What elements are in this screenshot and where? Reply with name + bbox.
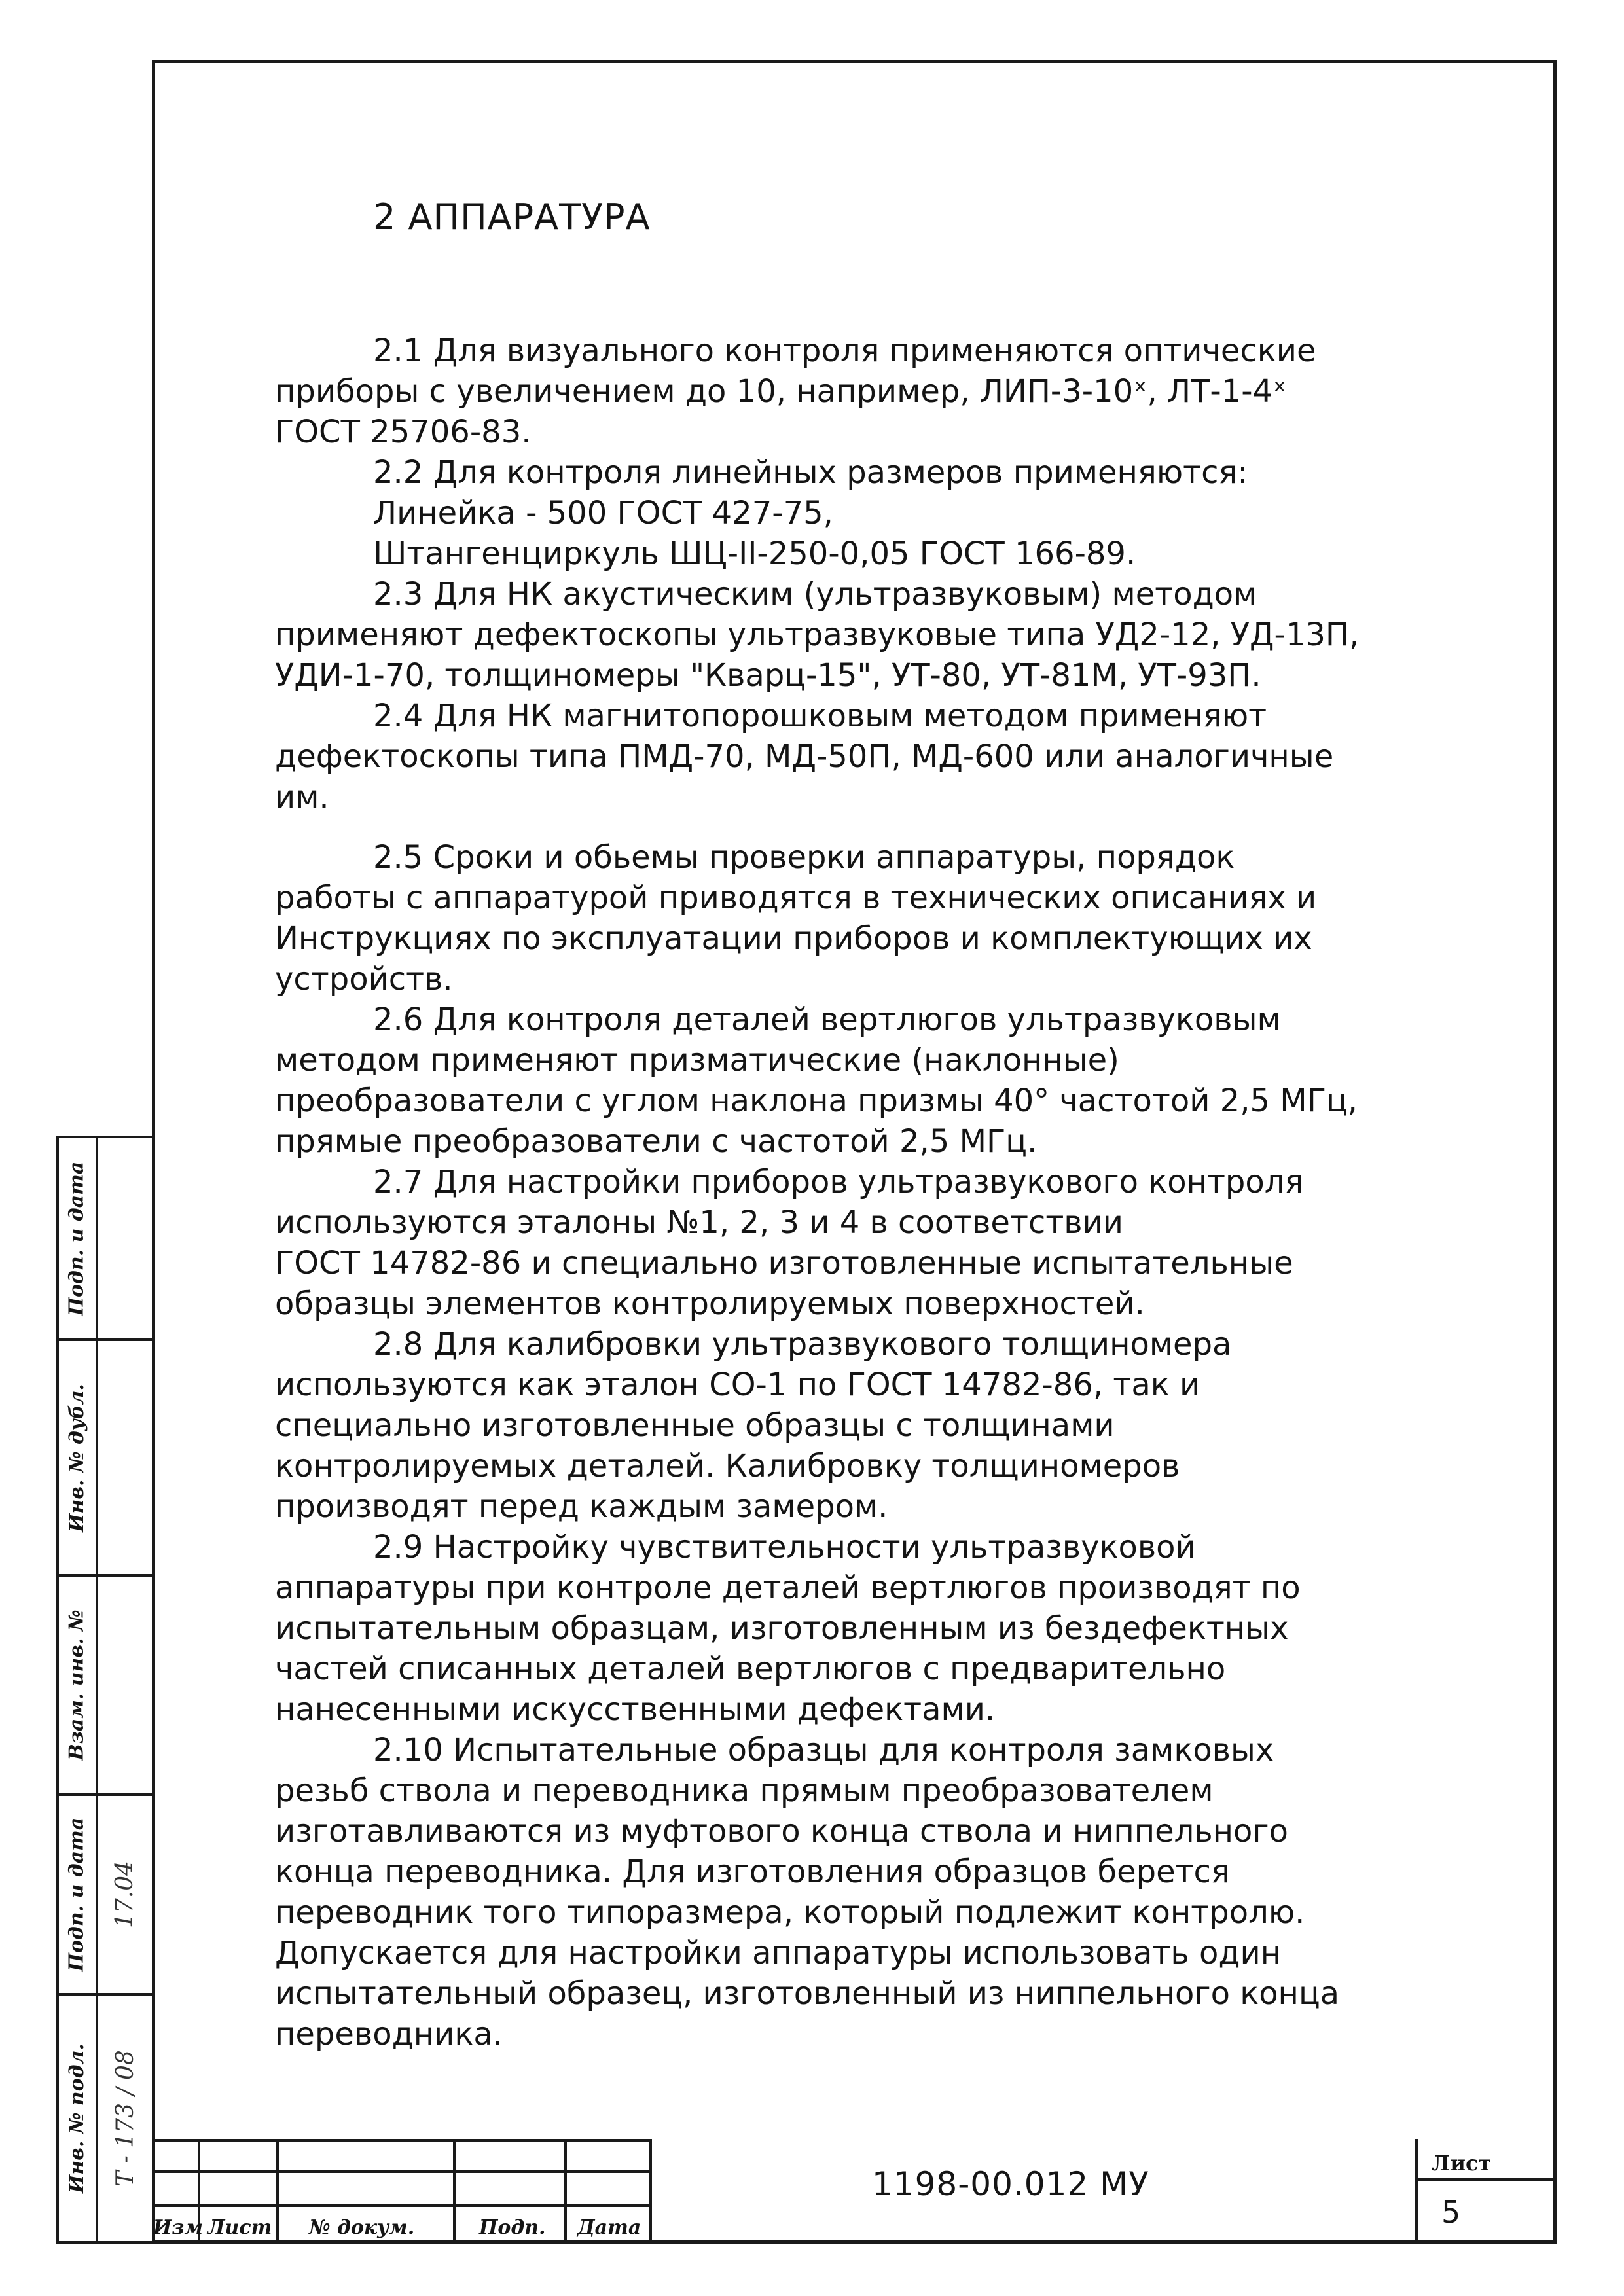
text-line: Линейка - 500 ГОСТ 427-75, (373, 495, 833, 531)
text-line: ГОСТ 14782-86 и специально изготовленные испытательные (275, 1245, 1293, 1282)
tb-line (152, 2204, 649, 2207)
text-line: испытательным образцам, изготовленным из бездефектных (275, 1610, 1289, 1647)
paragraph-2-3 (275, 574, 1414, 696)
text-line: используются эталоны №1, 2, 3 и 4 в соответствии (275, 1204, 1123, 1241)
text-line: переводника. (275, 2016, 503, 2053)
text-line: частей списанных деталей вертлюгов с предварительно (275, 1651, 1226, 1687)
tb-line (649, 2139, 652, 2244)
body-text (275, 331, 1414, 2054)
text-line: 2.9 Настройку чувствительности ультразвуковой (373, 1529, 1196, 1566)
paragraph-2-9 (275, 1527, 1414, 1730)
text-line: дефектоскопы типа ПМД-70, МД-50П, МД-600 или аналогичные (275, 738, 1334, 775)
text-line: методом применяют призматические (наклонные) (275, 1042, 1119, 1079)
text-line: конца переводника. Для изготовления образцов берется (275, 1854, 1230, 1890)
text-line: специально изготовленные образцы с толщинами (275, 1407, 1115, 1444)
text-line: 2.10 Испытательные образцы для контроля замковых (373, 1732, 1274, 1768)
sheet-number: 5 (1441, 2195, 1461, 2230)
side-strip (56, 1136, 152, 2244)
side-label-sign-date-2: Подп. и дата (65, 1817, 88, 1972)
tb-line (276, 2139, 279, 2244)
text-line: Инструкциях по эксплуатации приборов и комплектующих их (275, 920, 1312, 957)
tb-col-doc-number: № докум. (309, 2216, 415, 2239)
side-column-divider (96, 1136, 98, 2244)
text-line: им. (275, 779, 329, 816)
paragraph-2-8 (275, 1324, 1414, 1527)
tb-line (453, 2139, 456, 2244)
side-value-sign-date: 17.04 (111, 1860, 139, 1929)
text-line: работы с аппаратурой приводятся в технических описаниях и (275, 880, 1317, 916)
paragraph-2-1 (275, 331, 1414, 452)
side-label-dup-inv: Инв. № дубл. (65, 1383, 88, 1532)
text-line: испытательный образец, изготовленный из ниппельного конца (275, 1975, 1340, 2012)
text-line: резьб ствола и переводника прямым преобразователем (275, 1772, 1214, 1809)
section-title: 2 АППАРАТУРА (373, 196, 651, 238)
tb-col-change: Изм (153, 2216, 204, 2239)
tb-line (152, 2139, 649, 2142)
text-line: применяют дефектоскопы ультразвуковые типа УД2-12, УД-13П, (275, 617, 1360, 653)
text-line: 2.2 Для контроля линейных размеров применяются: (373, 454, 1248, 491)
text-line: аппаратуры при контроле деталей вертлюгов производят по (275, 1570, 1301, 1606)
text-line: преобразователи с углом наклона призмы 40° частотой 2,5 МГц, (275, 1083, 1358, 1119)
text-line: нанесенными искусственными дефектами. (275, 1691, 996, 1728)
tb-col-date: Дата (577, 2216, 641, 2239)
tb-col-sheet: Лист (208, 2216, 272, 2239)
side-value-original-inv: Т - 173 / 08 (111, 2050, 139, 2187)
text-line: изготавливаются из муфтового конца ствола и ниппельного (275, 1813, 1288, 1850)
text-line: переводник того типоразмера, который подлежит контролю. (275, 1894, 1305, 1931)
side-label-replace-inv: Взам. инв. № (65, 1609, 88, 1761)
text-line: 2.3 Для НК акустическим (ультразвуковым) методом (373, 576, 1257, 613)
text-line: 2.8 Для калибровки ультразвукового толщиномера (373, 1326, 1232, 1363)
sheet-label: Лист (1432, 2151, 1492, 2176)
paragraph-2-10 (275, 1730, 1414, 2054)
text-line: используются как эталон СО-1 по ГОСТ 14782-86, так и (275, 1367, 1200, 1403)
text-line: контролируемых деталей. Калибровку толщиномеров (275, 1448, 1180, 1484)
text-line: 2.7 Для настройки приборов ультразвукового контроля (373, 1164, 1304, 1200)
text-line: 2.4 Для НК магнитопорошковым методом применяют (373, 698, 1267, 734)
document-code: 1198-00.012 МУ (872, 2165, 1149, 2203)
text-line: Допускается для настройки аппаратуры использовать один (275, 1935, 1282, 1971)
paragraph-2-4 (275, 696, 1414, 817)
title-block (152, 2139, 1557, 2244)
tb-col-signature: Подп. (479, 2216, 546, 2239)
side-label-sign-date-1: Подп. и дата (65, 1161, 88, 1316)
text-line: 2.1 Для визуального контроля применяются оптические (373, 332, 1316, 369)
tb-line (564, 2139, 567, 2244)
text-line: ГОСТ 25706-83. (275, 414, 532, 450)
paragraph-2-2 (275, 452, 1414, 574)
text-line: 2.6 Для контроля деталей вертлюгов ультразвуковым (373, 1001, 1281, 1038)
side-border-left (56, 1136, 59, 2244)
text-line: производят перед каждым замером. (275, 1488, 888, 1525)
paragraph-2-6 (275, 999, 1414, 1162)
text-line: устройств. (275, 961, 453, 997)
tb-line (1415, 2139, 1418, 2244)
tb-line (152, 2170, 649, 2173)
text-line: прямые преобразователи с частотой 2,5 МГц. (275, 1123, 1038, 1160)
text-line: приборы с увеличением до 10, например, ЛИП-3-10ˣ, ЛТ-1-4ˣ (275, 373, 1287, 410)
side-border-bottom (56, 2241, 152, 2244)
text-line: 2.5 Сроки и обьемы проверки аппаратуры, порядок (373, 839, 1235, 876)
tb-line (1415, 2178, 1557, 2181)
side-label-original-inv: Инв. № подл. (65, 2043, 88, 2193)
paragraph-2-5 (275, 837, 1414, 999)
paragraph-2-7 (275, 1162, 1414, 1324)
text-line: УДИ-1-70, толщиномеры "Кварц-15", УТ-80, УТ-81М, УТ-93П. (275, 657, 1261, 694)
text-line: образцы элементов контролируемых поверхностей. (275, 1285, 1145, 1322)
text-line: Штангенциркуль ШЦ-II-250-0,05 ГОСТ 166-89. (373, 535, 1136, 572)
